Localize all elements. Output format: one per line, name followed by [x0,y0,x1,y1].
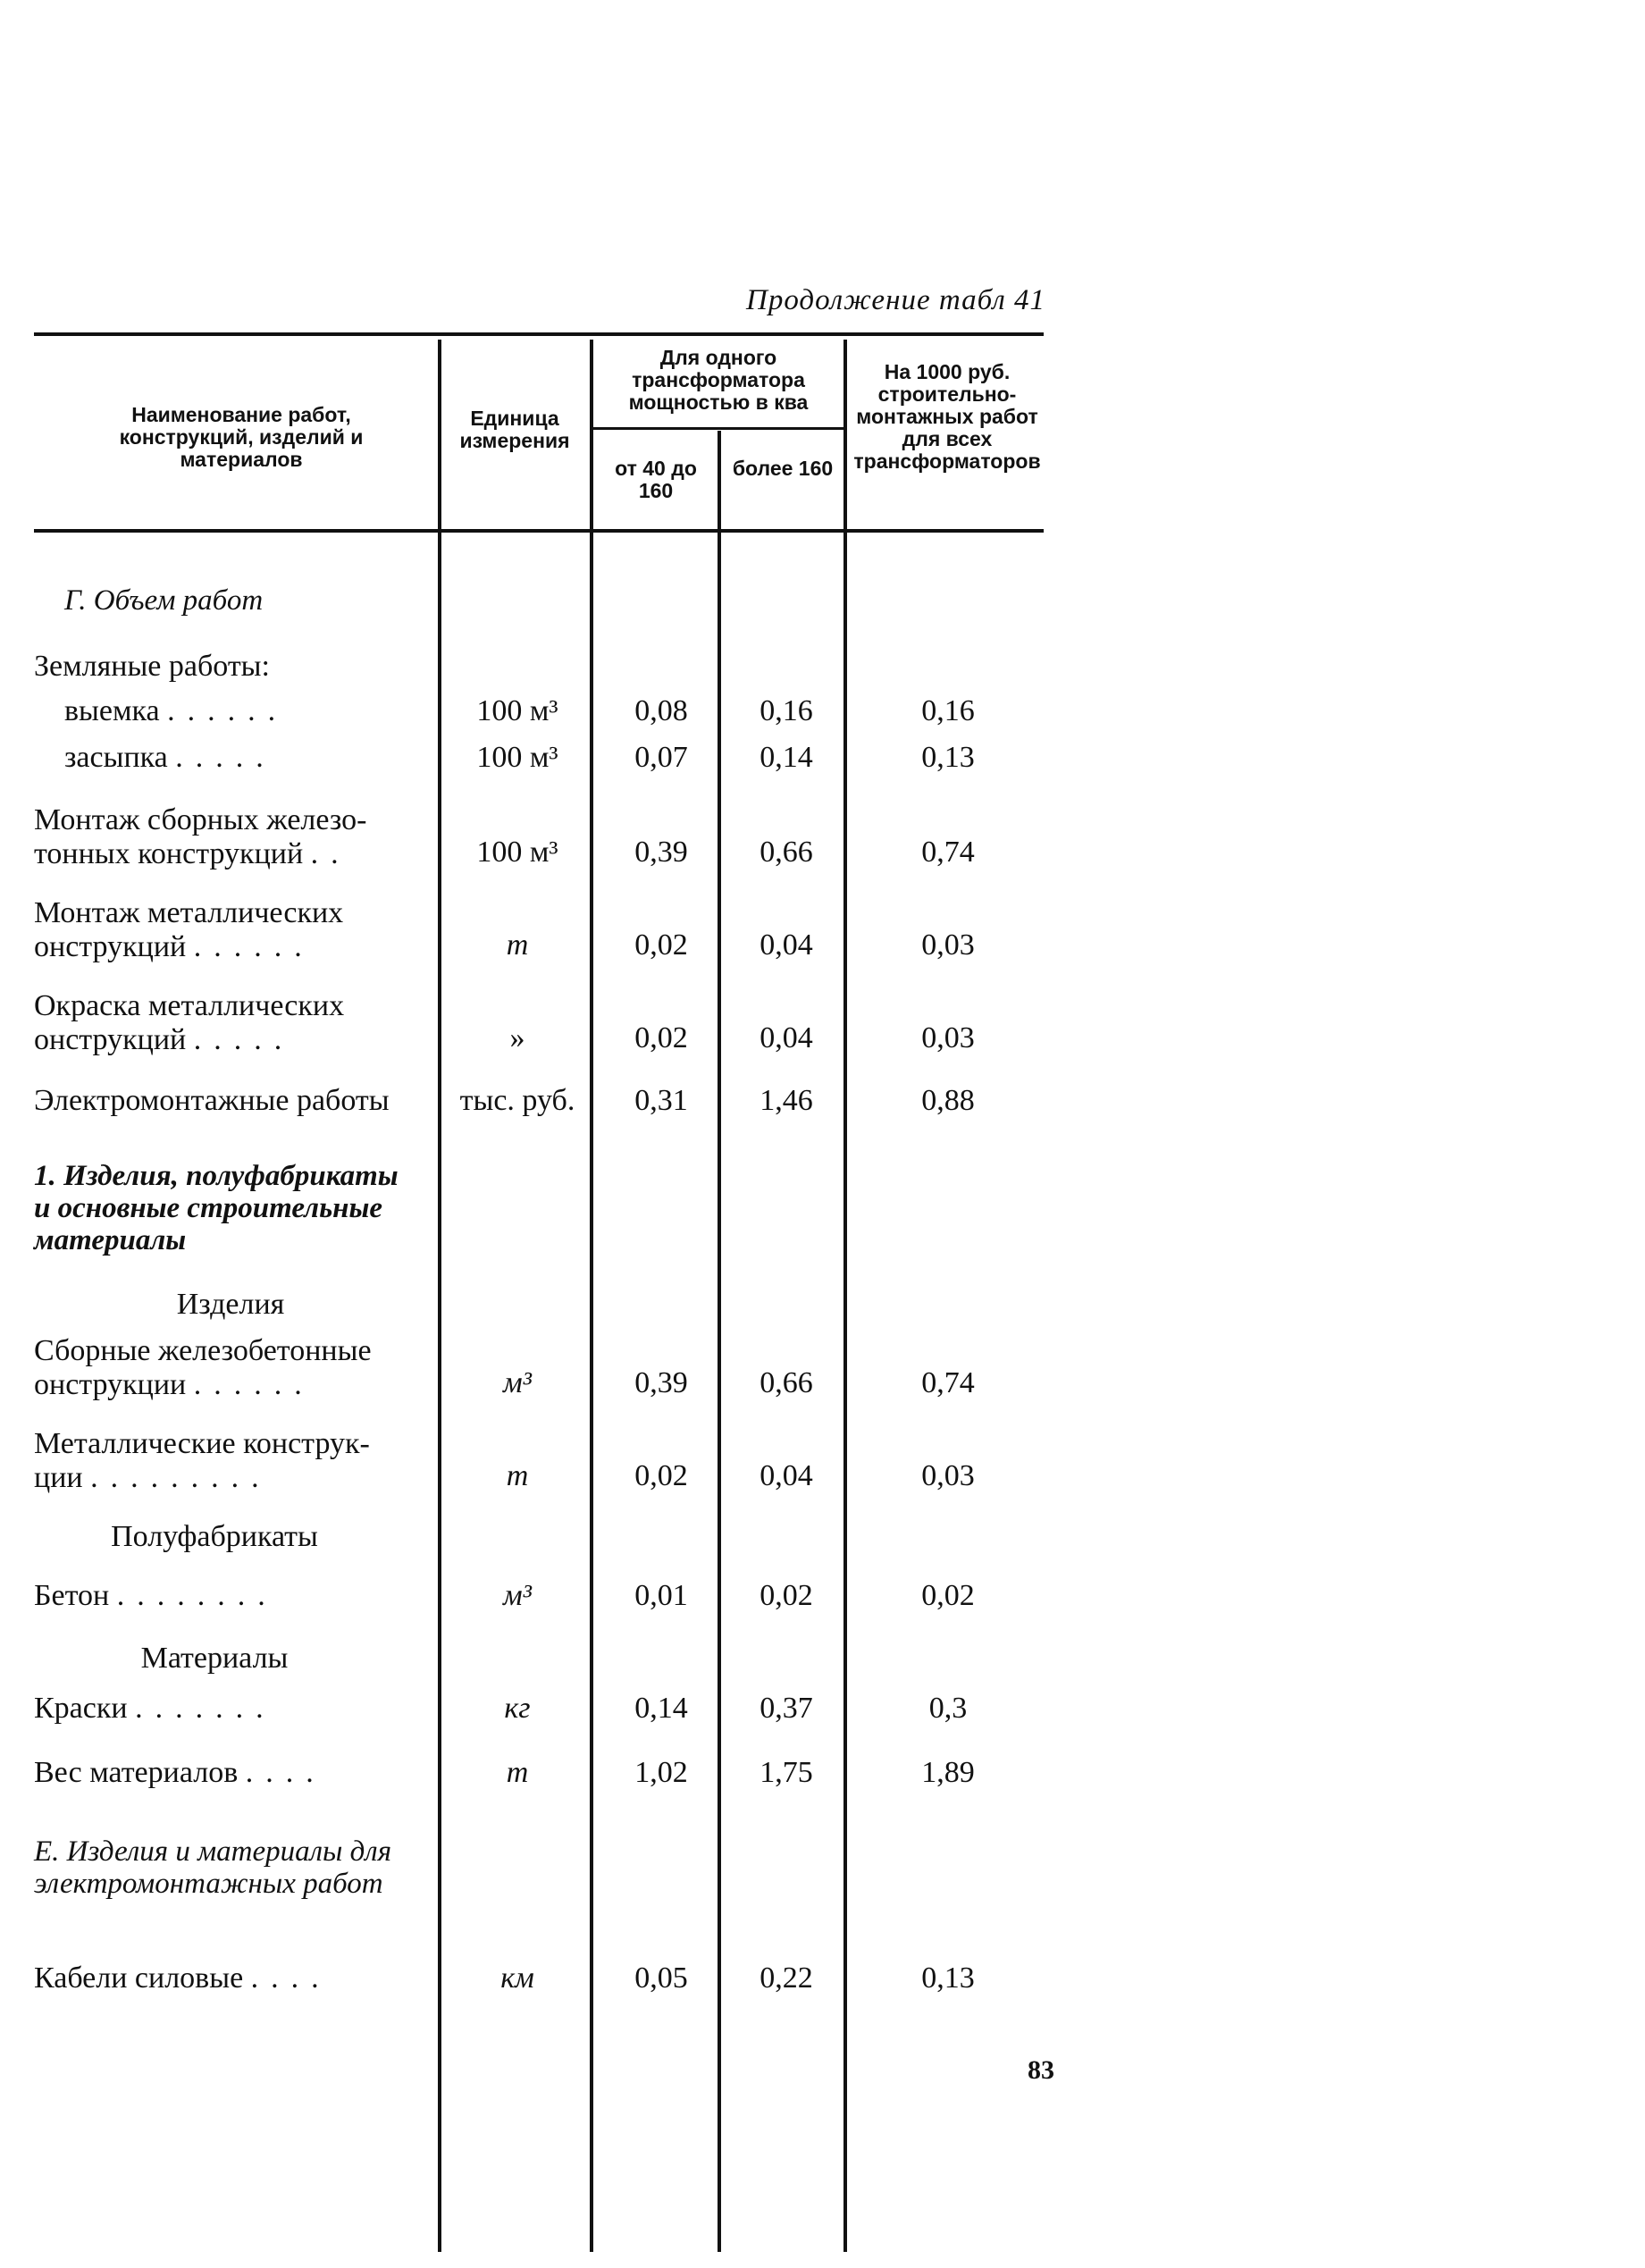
row-unit: м³ [503,1366,532,1399]
row-v3: 0,16 [921,694,975,727]
row-unit: 100 м³ [476,741,558,774]
row-v1: 0,39 [634,836,688,869]
row-v1: 0,07 [634,741,688,774]
row-v3: 0,03 [921,1021,975,1054]
row-v1: 0,08 [634,694,688,727]
row-unit: км [500,1961,534,1995]
row-name: засыпка ..... [64,741,276,774]
row-v2: 1,46 [760,1084,813,1117]
row-name-line1: Окраска металлических [34,989,345,1022]
page-number: 83 [1028,2055,1054,2085]
row-name: Вес материалов .... [34,1756,326,1789]
row-unit: 100 м³ [476,694,558,727]
row-unit: кг [504,1692,531,1725]
header-group: Для одного трансформатора мощностью в ква [628,346,809,414]
row-v1: 0,14 [634,1692,688,1725]
row-v2: 0,04 [760,1021,813,1054]
row-unit: тыс. руб. [459,1084,575,1117]
row-unit: т [506,1459,529,1492]
header-bottom-rule [34,529,1044,533]
section-heading: Е. Изделия и материалы для электромонтажных работ [34,1835,392,1900]
row-v2: 0,14 [760,741,813,774]
row-name: Электромонтажные работы [34,1084,390,1117]
group-rule [593,427,843,430]
row-name-line2: тонных конструкций .. [34,837,351,870]
row-name: Краски ....... [34,1692,276,1725]
row-name-line1: Металлические конструк- [34,1427,370,1460]
row-v1: 0,02 [634,928,688,962]
row-v2: 0,22 [760,1961,813,1995]
row-name-line2: ции ......... [34,1461,272,1494]
section-heading: Г. Объем работ [64,584,264,617]
subheader-earthworks: Земляные работы: [34,650,270,683]
section-heading: 1. Изделия, полуфабрикаты и основные строительные материалы [34,1160,399,1256]
group-heading: Материалы [140,1642,289,1675]
row-v1: 0,01 [634,1579,688,1612]
row-name-line1: Монтаж металлических [34,896,344,929]
row-unit: т [506,1756,529,1789]
group-heading: Изделия [176,1288,285,1321]
header-top-rule [34,332,1044,336]
row-v3: 0,3 [928,1692,968,1725]
row-unit: 100 м³ [476,836,558,869]
header-v2: более 160 [732,457,834,480]
row-name-line1: Сборные железобетонные [34,1334,372,1367]
row-unit: м³ [503,1579,532,1612]
row-unit: » [509,1021,525,1054]
row-v3: 0,13 [921,1961,975,1995]
row-name-line2: онструкций ..... [34,1023,295,1056]
header-name: Наименование работ, конструкций, изделий и материалов [119,403,364,471]
row-v1: 0,31 [634,1084,688,1117]
row-v2: 0,16 [760,694,813,727]
row-v3: 0,74 [921,836,975,869]
row-name: Бетон ........ [34,1579,278,1612]
row-v2: 0,37 [760,1692,813,1725]
row-unit: т [506,928,529,962]
row-name: Кабели силовые .... [34,1961,332,1995]
row-v3: 0,13 [921,741,975,774]
row-name-line2: онструкции ...... [34,1368,315,1401]
row-v1: 0,02 [634,1459,688,1492]
row-v1: 0,39 [634,1366,688,1399]
row-v1: 1,02 [634,1756,688,1789]
row-v2: 1,75 [760,1756,813,1789]
header-unit: Единица измерения [459,407,570,452]
row-v3: 0,74 [921,1366,975,1399]
header-v3: На 1000 руб. строительно-монтажных работ для всех трансформаторов [853,360,1041,473]
row-name-line2: онструкций ...... [34,930,315,963]
col-rule-1 [438,340,441,2252]
row-v3: 0,03 [921,928,975,962]
group-heading: Полуфабрикаты [111,1520,318,1553]
row-v1: 0,05 [634,1961,688,1995]
row-v2: 0,04 [760,928,813,962]
row-v1: 0,02 [634,1021,688,1054]
row-v2: 0,02 [760,1579,813,1612]
row-v3: 0,88 [921,1084,975,1117]
table-caption: Продолжение табл 41 [746,284,1045,316]
header-v1: от 40 до 160 [615,457,697,502]
row-v3: 0,03 [921,1459,975,1492]
row-name: выемка ...... [64,694,289,727]
row-v3: 1,89 [921,1756,975,1789]
row-v2: 0,66 [760,836,813,869]
row-v3: 0,02 [921,1579,975,1612]
row-v2: 0,66 [760,1366,813,1399]
row-v2: 0,04 [760,1459,813,1492]
row-name-line1: Монтаж сборных железо- [34,803,367,836]
